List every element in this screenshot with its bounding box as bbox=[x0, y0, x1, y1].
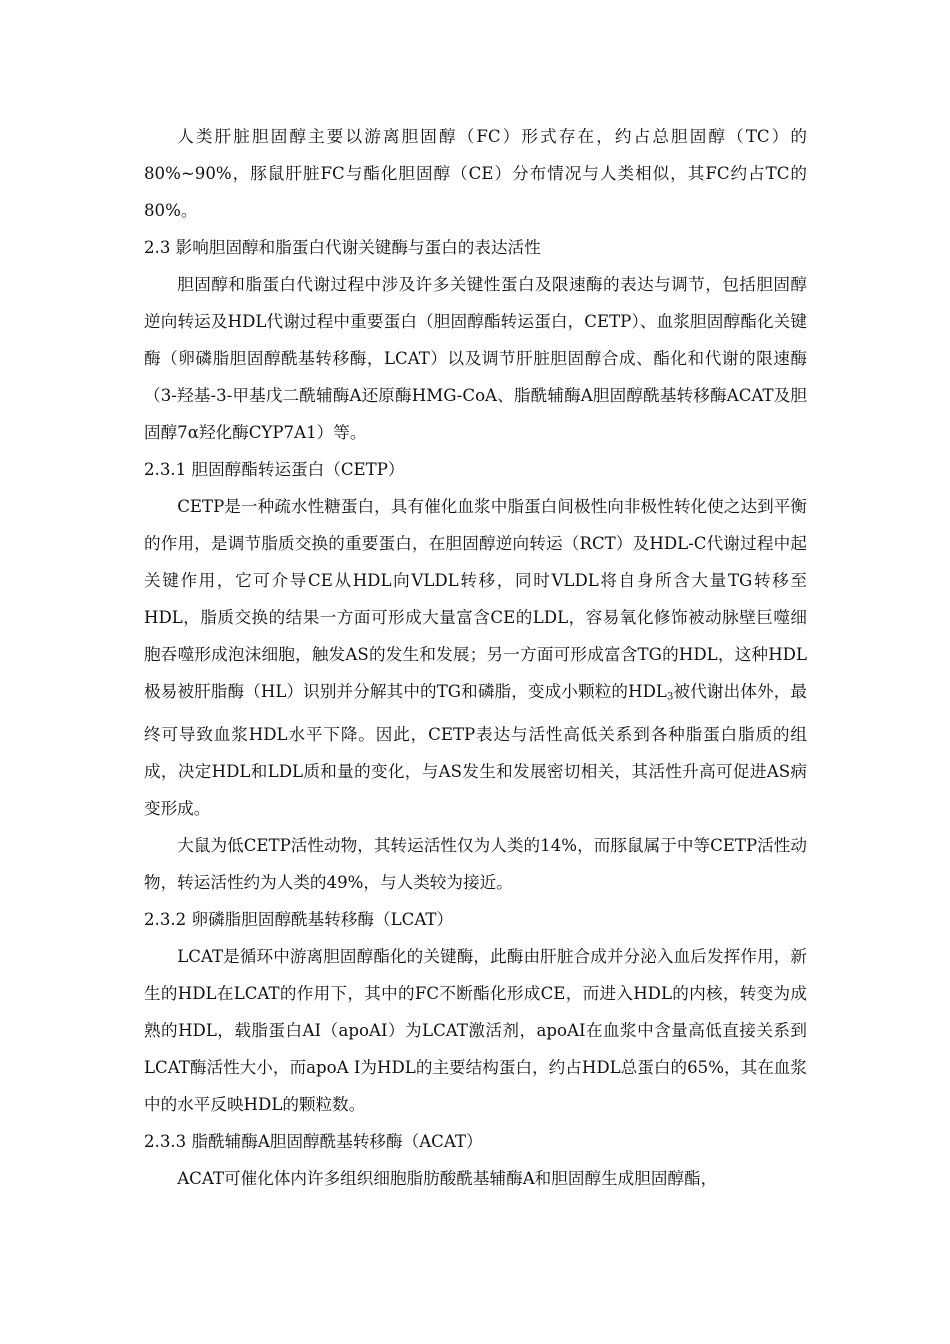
section-heading-2-3-2: 2.3.2 卵磷脂胆固醇酰基转移酶（LCAT） bbox=[144, 909, 454, 929]
paragraph-cetp-part-a: CETP是一种疏水性糖蛋白，具有催化血浆中脂蛋白间极性向非极性转化使之达到平衡的作用，是调节脂质交换的重要蛋白，在胆固醇逆向转运（RCT）及HDL-C代谢过程中起关键作用，它可介导CE从HDL向VLDL转移，同时VLDL将自身所含大量TG转移至HDL，脂质交换的结果一方面可形成大量富含CE的LDL，容易氧化修饰被动脉壁巨噬细胞吞噬形成泡沫细胞，触发AS的发生和发展；另一方面可形成富含TG的HDL，这种HDL极易被肝脂酶（HL）识别并分解其中的TG和磷脂，变成小颗粒的HDL bbox=[144, 497, 807, 701]
section-heading-2-3-1: 2.3.1 胆固醇酯转运蛋白（CETP） bbox=[144, 460, 405, 479]
paragraph-key-enzymes: 胆固醇和脂蛋白代谢过程中涉及许多关键性蛋白及限速酶的表达与调节，包括胆固醇逆向转运及HDL代谢过程中重要蛋白（胆固醇酯转运蛋白，CETP）、血浆胆固醇酯化关键酶（卵磷脂胆固醇酰基转移酶，LCAT）以及调节肝脏胆固醇合成、酯化和代谢的限速酶（3-羟基-3-甲基戊二酰辅酶A还原酶HMG-CoA、脂酰辅酶A胆固醇酰基转移酶ACAT及胆固醇7α羟化酶CYP7A1）等。 bbox=[144, 275, 807, 442]
section-heading-2-3-3: 2.3.3 脂酰辅酶A胆固醇酰基转移酶（ACAT） bbox=[144, 1131, 483, 1151]
paragraph-cetp-activity: 大鼠为低CETP活性动物，其转运活性仅为人类的14%，而豚鼠属于中等CETP活性动物，转运活性约为人类的49%，与人类较为接近。 bbox=[144, 835, 807, 892]
section-heading-2-3: 2.3 影响胆固醇和脂蛋白代谢关键酶与蛋白的表达活性 bbox=[144, 238, 541, 257]
paragraph-cetp-part-b: 被代谢出体外，最终可导致血浆HDL水平下降。因此，CETP表达与活性高低关系到各种脂蛋白脂质的组成，决定HDL和LDL质和量的变化，与AS发生和发展密切相关，其活性升高可促进AS病变形成。 bbox=[144, 682, 807, 818]
hdl-subscript: 3 bbox=[666, 690, 674, 703]
paragraph-lcat: LCAT是循环中游离胆固醇酯化的关键酶，此酶由肝脏合成并分泌入血后发挥作用，新生的HDL在LCAT的作用下，其中的FC不断酯化形成CE，而进入HDL的内核，转变为成熟的HDL，载脂蛋白AI（apoAI）为LCAT激活剂，apoAI在血浆中含量高低直接关系到LCAT酶活性大小，而apoA I为HDL的主要结构蛋白，约占HDL总蛋白的65%，其在血浆中的水平反映HDL的颗粒数。 bbox=[144, 946, 807, 1114]
document-page bbox=[144, 118, 807, 1197]
paragraph-cetp bbox=[144, 488, 807, 827]
paragraph-acat: ACAT可催化体内许多组织细胞脂肪酸酰基辅酶A和胆固醇生成胆固醇酯， bbox=[177, 1168, 718, 1188]
paragraph-cholesterol-distribution: 人类肝脏胆固醇主要以游离胆固醇（FC）形式存在，约占总胆固醇（TC）的80%~90%，豚鼠肝脏FC与酯化胆固醇（CE）分布情况与人类相似，其FC约占TC的80%。 bbox=[144, 127, 807, 220]
